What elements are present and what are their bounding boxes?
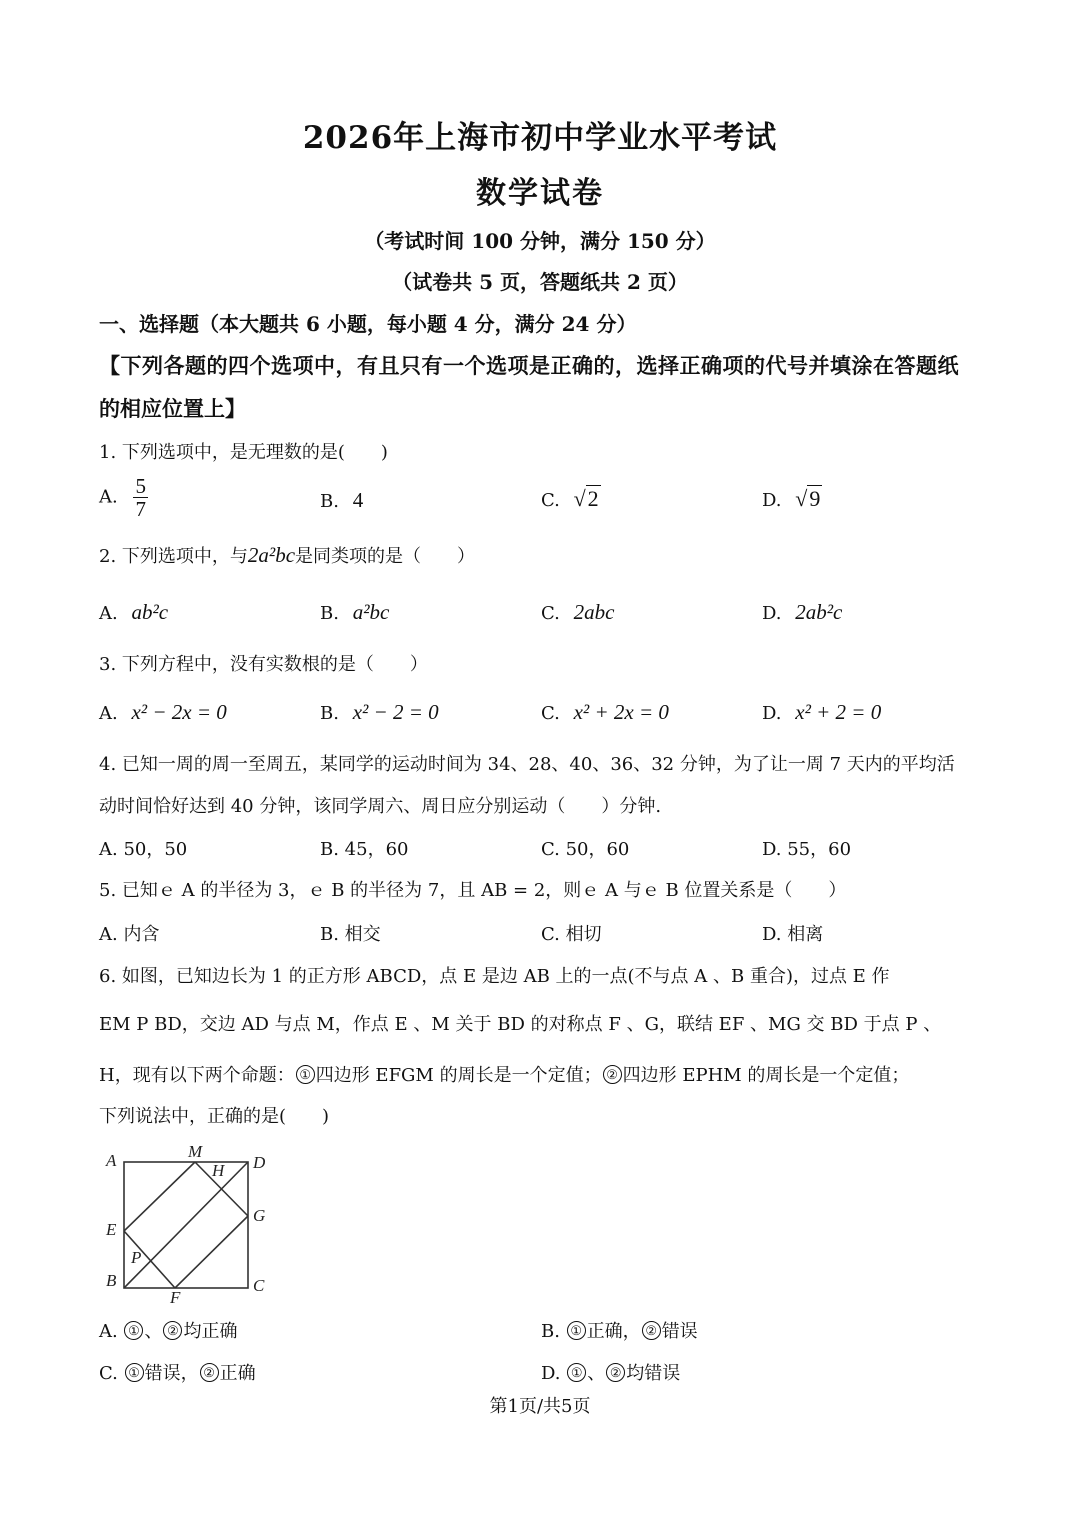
q6-stem-line2: EM P BD，交边 AD 与点 M，作点 E 、M 关于 BD 的对称点 F 、G，联结 EF 、MG 交 BD 于点 P 、 [99, 1014, 942, 1035]
circled-one: ① [296, 1065, 315, 1084]
q2-stem [99, 542, 475, 568]
q6-stem-line1: 6. 如图，已知边长为 1 的正方形 ABCD，点 E 是边 AB 上的一点(不与点 A 、B 重合)，过点 E 作 [99, 966, 890, 987]
q6-stem-line4: 下列说法中，正确的是( ) [99, 1106, 330, 1127]
circled-one: ① [125, 1363, 144, 1382]
radicand: 2 [587, 486, 599, 511]
exam-title: 2026年上海市初中学业水平考试 [302, 120, 778, 156]
option-label: D. [762, 603, 782, 624]
option-expr: 2abc [573, 600, 615, 624]
option-text-2: 正确 [219, 1363, 256, 1384]
fraction-numerator: 5 [135, 474, 146, 498]
q3-option-b [320, 700, 439, 725]
option-text-1: 正确， [586, 1321, 641, 1342]
option-text-1: 错误， [144, 1363, 199, 1384]
q3-option-d [762, 700, 881, 725]
label-f: F [170, 1288, 181, 1305]
square-geometry-figure [100, 1145, 275, 1305]
circled-one: ① [124, 1321, 143, 1340]
circled-one: ① [567, 1363, 586, 1382]
label-e: E [106, 1220, 117, 1239]
circled-two: ② [606, 1363, 625, 1382]
exam-subject: 数学试卷 [476, 176, 604, 211]
q3-option-a [99, 700, 227, 725]
q4-option-b: B. 45，60 [320, 839, 409, 860]
q6-option-c [99, 1359, 256, 1385]
option-label: B. [320, 703, 339, 724]
option-text-2: 错误 [661, 1321, 698, 1342]
q5-option-c: C. 相切 [541, 924, 602, 945]
q4-stem-line1: 4. 已知一周的周一至周五，某同学的运动时间为 34、28、40、36、32 分钟，为了让一周 7 天内的平均活 [99, 754, 955, 775]
q6-option-d [541, 1359, 680, 1385]
option-expr: a²bc [352, 600, 390, 624]
option-label: D. [762, 703, 782, 724]
option-expr: x² + 2x = 0 [573, 700, 669, 724]
option-sep: 、 [587, 1363, 606, 1384]
segment-em [124, 1162, 195, 1231]
label-c: C [253, 1276, 265, 1295]
label-b: B [106, 1271, 117, 1290]
circled-two: ② [200, 1363, 219, 1382]
q4-option-c: C. 50，60 [541, 839, 630, 860]
option-label: C. [99, 1363, 118, 1384]
option-label: A. [99, 703, 118, 724]
option-label: C. [541, 490, 560, 511]
section-instruction-line1: 【下列各题的四个选项中，有且只有一个选项是正确的，选择正确项的代号并填涂在答题纸 [99, 353, 959, 378]
option-label: D. [541, 1363, 561, 1384]
option-label: C. [541, 603, 560, 624]
q1-option-b [320, 488, 363, 513]
label-g: G [253, 1206, 266, 1225]
q2-option-a [99, 600, 168, 625]
option-label: B. [320, 603, 339, 624]
radicand: 9 [809, 486, 821, 511]
option-expr: ab²c [131, 600, 169, 624]
q2-stem-math: 2a²bc [247, 543, 296, 567]
q4-option-d: D. 55，60 [762, 839, 852, 860]
circled-one: ① [567, 1321, 586, 1340]
sqrt-sign: √ [795, 486, 808, 511]
q2-option-c [541, 600, 614, 625]
q1-option-d [762, 486, 822, 512]
q2-stem-pre: 2. 下列选项中，与 [99, 546, 248, 567]
q3-stem: 3. 下列方程中，没有实数根的是（ ） [99, 654, 428, 675]
label-m: M [188, 1145, 203, 1161]
circled-two: ② [603, 1065, 622, 1084]
option-label: A. [99, 603, 118, 624]
option-text: 均错误 [626, 1363, 681, 1384]
sqrt-sign: √ [573, 486, 586, 511]
circled-two: ② [163, 1321, 182, 1340]
option-label: B. [541, 1321, 560, 1342]
label-h: H [212, 1161, 225, 1180]
option-expr: x² − 2x = 0 [131, 700, 227, 724]
option-expr: 2ab²c [795, 600, 843, 624]
q6-option-a [99, 1317, 237, 1343]
circled-two: ② [642, 1321, 661, 1340]
q1-option-a [99, 475, 148, 520]
q5-option-d: D. 相离 [762, 924, 824, 945]
q2-stem-post: 是同类项的是（ ） [295, 546, 476, 567]
fraction [133, 475, 148, 520]
q5-option-a: A. 内含 [99, 924, 160, 945]
q6-stem-line3-post: 四边形 EPHM 的周长是一个定值； [622, 1065, 910, 1086]
option-label: A. [99, 486, 118, 508]
q6-option-b [541, 1317, 698, 1343]
q1-option-c [541, 486, 601, 512]
option-text: 均正确 [183, 1321, 238, 1342]
q5-stem: 5. 已知ｅ A 的半径为 3，ｅ B 的半径为 7，且 AB = 2，则ｅ A 与ｅ B 位置关系是（ ） [99, 880, 847, 901]
option-expr: x² − 2 = 0 [352, 700, 439, 724]
q2-option-d [762, 600, 842, 625]
label-p: P [131, 1248, 142, 1267]
q6-stem-line3-mid: 四边形 EFGM 的周长是一个定值； [315, 1065, 602, 1086]
section-heading: 一、选择题（本大题共 6 小题，每小题 4 分，满分 24 分） [99, 312, 637, 336]
option-label: A. [99, 1321, 118, 1342]
q1-stem: 1. 下列选项中，是无理数的是( ) [99, 442, 388, 463]
q2-option-b [320, 600, 389, 625]
section-instruction-line2: 的相应位置上】 [99, 396, 246, 421]
q4-stem-line2: 动时间恰好达到 40 分钟，该同学周六、周日应分别运动（ ）分钟. [99, 796, 662, 817]
label-a: A [106, 1151, 117, 1170]
option-label: C. [541, 703, 560, 724]
option-sep: 、 [144, 1321, 163, 1342]
option-value: 4 [352, 488, 364, 512]
q5-option-b: B. 相交 [320, 924, 381, 945]
fraction-denominator: 7 [135, 497, 146, 521]
exam-pages-note: （试卷共 5 页，答题纸共 2 页） [392, 270, 688, 294]
option-expr: x² + 2 = 0 [795, 700, 882, 724]
page-footer: 第1页/共5页 [489, 1396, 591, 1417]
q3-option-c [541, 700, 669, 725]
option-label: D. [762, 490, 782, 511]
option-label: B. [320, 491, 339, 512]
segment-fg [175, 1216, 248, 1288]
label-d: D [253, 1153, 266, 1172]
q6-stem-line3 [99, 1061, 909, 1087]
q6-stem-line3-pre: H，现有以下两个命题： [99, 1065, 295, 1086]
q4-option-a: A. 50，50 [99, 839, 188, 860]
diagonal-bd [124, 1162, 248, 1288]
exam-time-note: （考试时间 100 分钟，满分 150 分） [364, 229, 716, 253]
